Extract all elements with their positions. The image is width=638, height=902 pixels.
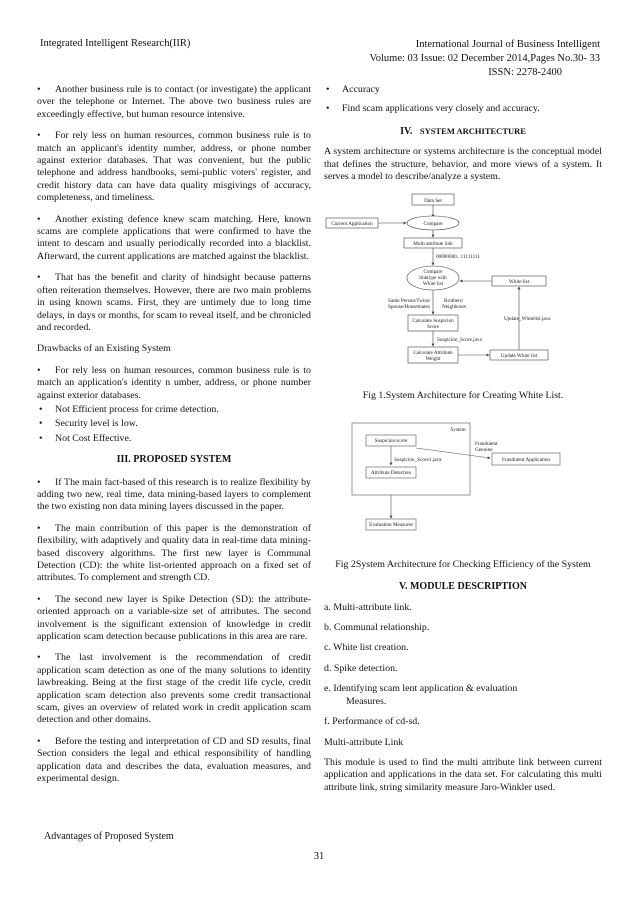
calculate-suspicion-l1: Calculate Suspicion: [412, 318, 454, 325]
bullet-paragraph: • If The main fact-based of this research is to realize flexibility by adding two new, real time, data mining-based layers to complement the two existing non data mining layers discussed in the paper.: [37, 476, 311, 513]
binary-range-label: 00000000...11111111: [436, 254, 481, 261]
bullet-mark: •: [37, 213, 41, 225]
bullet-mark: •: [37, 272, 41, 284]
bullet-paragraph: • For rely less on human resources, common business rule is to match an applicant's identity number, address, or phone number against exterior databases. That was convenient, but the public telephone and address handbooks, semi-public voters' register, and credit history data can have data quality misgivings of accuracy, completeness, and timeliness.: [37, 130, 311, 204]
advantages-heading: Advantages of Proposed System: [44, 831, 174, 842]
bullet-mark: •: [37, 735, 41, 747]
journal-issn: ISSN: 2278-2400: [488, 67, 562, 78]
bullet-paragraph: • For rely less on human resources, common business rule is to match an application's identity n umber, address, or phone number against exterior databases.: [37, 364, 311, 401]
figure-1-diagram: [324, 192, 602, 404]
bullet-paragraph: • Another business rule is to contact (or investigate) the applicant over the telephone or Internet. The above two business rules are exceedingly effective, but human resource intensive.: [37, 84, 311, 120]
bullet-mark: •: [37, 652, 41, 664]
white-list-label: White list: [508, 279, 530, 286]
bullet-item: • Not Efficient process for crime detection.: [39, 403, 219, 415]
bullet-paragraph: • The main contribution of this paper is the demonstration of flexibility, with adaptively and quality data in real-time data mining-based discovery algorithms. The first new layer is Communal Detection (CD): the white list-oriented approach on a fixed set of attributes. To complement and strength CD.: [37, 522, 311, 584]
brothers-label: Brothers/: [444, 298, 464, 305]
right-column: [324, 84, 602, 803]
bullet-mark: •: [37, 364, 41, 376]
bullet-item: • Accuracy: [326, 84, 380, 95]
fraudulent-l1: Fraudulent: [475, 440, 498, 447]
module-item: a. Multi-attribute link.: [324, 601, 412, 613]
bullet-paragraph: • Before the testing and interpretation of CD and SD results, final Section considers the legal and ethical responsibility of handling application data and describes the data, evaluation measures, and experimental design.: [37, 735, 311, 785]
bullet-mark: •: [39, 403, 43, 415]
multi-attribute-link-paragraph: This module is used to find the multi attribute link between current application and applications in the data set. For calculating this multi attribute link, string similarity measure Jaro-Winkler used.: [324, 756, 602, 793]
figure-white-list: [324, 192, 602, 404]
suspicion-java-label: Suspicion_Score.java: [437, 337, 482, 344]
bullet-item: • Not Cost Effective.: [39, 432, 132, 444]
bullet-mark: •: [39, 418, 43, 430]
evaluation-measures-label: Evaluation Measures: [369, 521, 413, 528]
suspicion-java-2-label: Suspicion_Score1.java: [394, 456, 442, 463]
section-heading-architecture: IV. SYSTEM ARCHITECTURE: [400, 125, 526, 137]
module-item: f. Performance of cd-sd.: [324, 716, 420, 728]
figure-efficiency: [330, 421, 602, 551]
module-item: e. Identifying scam lent application & evaluation Measures.: [324, 683, 518, 707]
data-set-label: Data Set: [424, 198, 442, 205]
bullet-mark: •: [37, 593, 41, 605]
calculate-attribute-l2: Weight: [425, 356, 441, 363]
same-person-label: Same Person/Twins/: [388, 298, 431, 305]
section-heading-proposed: III. PROPOSED SYSTEM: [116, 454, 232, 466]
bullet-mark: •: [326, 84, 330, 95]
compare-linktype-l3: White list: [422, 281, 444, 288]
bullet-mark: •: [326, 103, 330, 115]
journal-volume: Volume: 03 Issue: 02 December 2014,Pages No.30- 33: [369, 53, 600, 64]
fraudulent-l2: Genuine: [475, 446, 493, 453]
journal-title: International Journal of Business Intelligent: [415, 39, 600, 50]
figure-2-caption: Fig 2System Architecture for Checking Efficiency of the System: [335, 558, 591, 570]
multi-attribute-link-heading: Multi-attribute Link: [324, 736, 404, 748]
neighbours-label: Neighbours: [442, 304, 467, 311]
bullet-mark: •: [37, 522, 41, 534]
bullet-mark: •: [39, 432, 43, 444]
bullet-item: • Find scam applications very closely and accuracy.: [326, 103, 540, 115]
journal-info: [300, 38, 600, 80]
module-item: d. Spike detection.: [324, 662, 398, 674]
page-number: 31: [313, 851, 325, 862]
bullet-mark: •: [37, 130, 41, 142]
bullet-item: • Security level is low.: [39, 418, 138, 430]
spouse-label: Spouse/Housemates: [388, 304, 430, 311]
current-application-label: Current Application: [331, 221, 373, 228]
figure-1-caption: Fig 1.System Architecture for Creating White List.: [362, 390, 564, 402]
module-item: b. Communal relationship.: [324, 622, 430, 634]
left-column: [37, 84, 311, 795]
bullet-mark: •: [37, 84, 41, 95]
module-item: c. White list creation.: [324, 642, 409, 654]
compare-linktype-l2: linktype with: [419, 275, 447, 282]
bullet-paragraph: • That has the benefit and clarity of hindsight because patterns often reiteration themselves. However, there are two main problems in using known scams. First, they are untimely due to long time delays, in days or months, for scam to reveal itself, and be chronicled and recorded.: [37, 272, 311, 333]
architecture-paragraph: A system architecture or systems architecture is the conceptual model that defines the structure, behavior, and more views of a system. It serves a model to describe/analyze a system.: [324, 146, 602, 183]
section-heading-modules: V. MODULE DESCRIPTION: [399, 581, 527, 593]
calculate-attribute-l1: Calculate Attribute: [413, 350, 453, 357]
attribute-detection-label: Attribute Detection: [370, 469, 412, 476]
suspicion-score-label: Suspicion score: [374, 437, 408, 444]
compare-linktype-l1: Compare: [423, 269, 443, 276]
figure-2-diagram: [330, 421, 602, 551]
update-whitelist-java-label: Update_Whitelist.java: [504, 316, 551, 323]
bullet-paragraph: • Another existing defence knew scam matching. Here, known scams are complete applications that were confirmed to have the intent to descam and usually periodically recorded into a blacklist. Afterward, the current applications are matched against the blacklist.: [37, 213, 311, 262]
bullet-mark: •: [37, 476, 41, 488]
journal-short-name: Integrated Intelligent Research(IIR): [40, 38, 191, 49]
bullet-paragraph: • The second new layer is Spike Detection (SD): the attribute-oriented approach on a variable-size set of attributes. The second involvement is the significant extension of knowledge in credit application scam detection because publications in this area are rare.: [37, 593, 311, 643]
calculate-suspicion-l2: Score: [427, 324, 439, 331]
compare-label: Compare: [423, 221, 443, 228]
bullet-paragraph: • The last involvement is the recommendation of credit application scam detection as one of the many solutions to identity lawbreaking. Being at the first stage of the credit life cycle, credit application scam detection also prevents some credit transactional scam, gives an overview of related work in credit application scam detection and other domains.: [37, 652, 311, 726]
multi-attribute-link-label: Multi attribute link: [413, 241, 453, 248]
system-label: System: [450, 426, 466, 433]
update-white-list-label: Update White list: [500, 353, 538, 360]
drawbacks-heading: Drawbacks of an Existing System: [37, 343, 171, 355]
fraudulent-application-label: Fraudulent Application: [502, 456, 550, 463]
